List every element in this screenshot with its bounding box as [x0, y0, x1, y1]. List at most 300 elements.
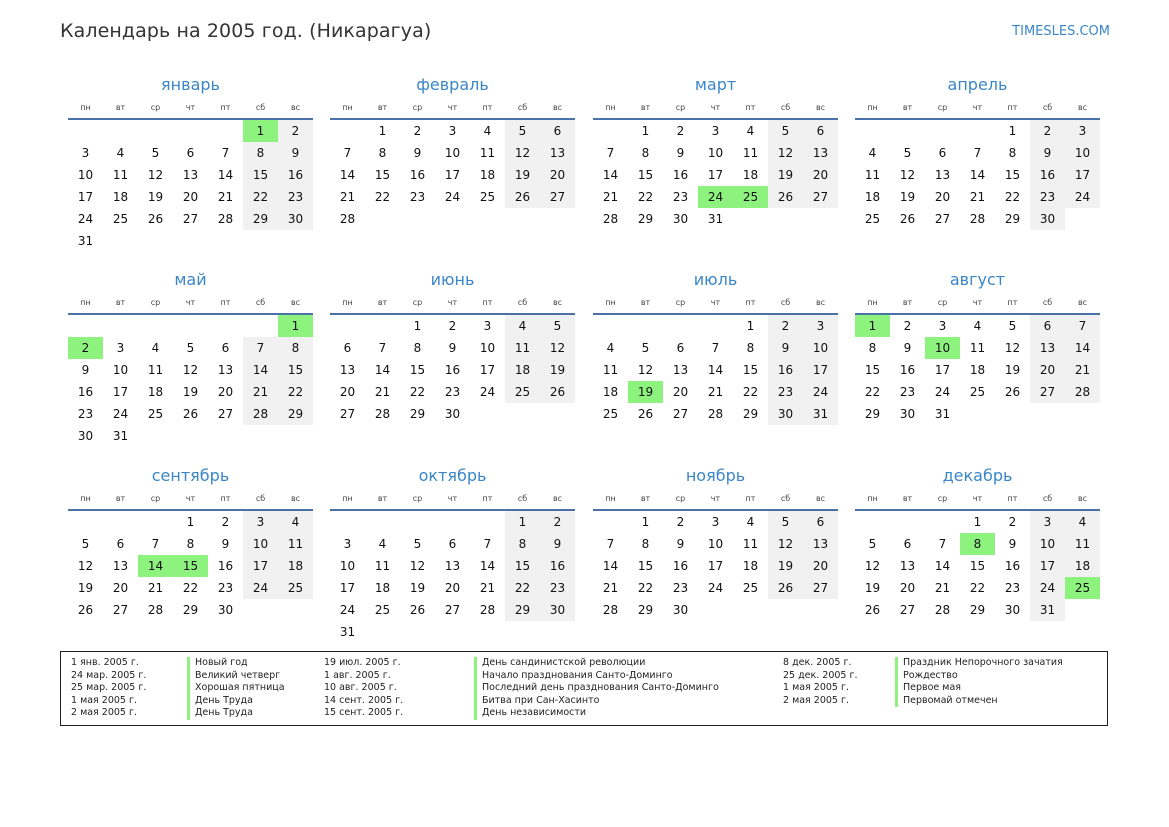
- empty-cell: [890, 511, 925, 533]
- month-name: сентябрь: [151, 466, 230, 485]
- legend-row: [783, 682, 1063, 695]
- day-cell: 31: [934, 407, 951, 421]
- day-cell: 10: [444, 146, 461, 160]
- day-cell: 28: [707, 407, 724, 421]
- month-name: июнь: [430, 270, 475, 289]
- day-cell: 31: [339, 625, 356, 639]
- day-cell: 4: [116, 146, 125, 160]
- empty-cell: [698, 315, 733, 337]
- day-cell: 2: [448, 319, 457, 333]
- legend-row: [324, 707, 719, 720]
- day-cell: 7: [711, 341, 720, 355]
- day-cell: 12: [637, 363, 654, 377]
- day-cell: 23: [444, 385, 461, 399]
- day-cell: 4: [378, 537, 387, 551]
- day-cell: 23: [768, 381, 803, 403]
- day-cell: 29: [182, 603, 199, 617]
- day-cell: 5: [903, 146, 912, 160]
- day-cell: 10: [707, 537, 724, 551]
- holiday-day-cell: 19: [628, 381, 663, 403]
- empty-cell: [365, 315, 400, 337]
- day-cell: 18: [969, 363, 986, 377]
- day-cell: 11: [505, 337, 540, 359]
- month-name: октябрь: [418, 466, 487, 485]
- day-cell: 3: [938, 319, 947, 333]
- day-cell: 29: [278, 403, 313, 425]
- empty-cell: [330, 120, 365, 142]
- day-cell: 22: [969, 581, 986, 595]
- day-cell: 3: [343, 537, 352, 551]
- day-cell: 16: [672, 168, 689, 182]
- month-block: [68, 267, 313, 447]
- day-cell: 25: [742, 581, 759, 595]
- month-name: февраль: [416, 75, 489, 94]
- day-cell: 7: [606, 146, 615, 160]
- day-grid: [593, 315, 838, 425]
- day-cell: 14: [374, 363, 391, 377]
- holiday-date: 24 мар. 2005 г.: [71, 669, 147, 681]
- holiday-day-cell: 25: [1065, 577, 1100, 599]
- weekday-label: сб: [780, 298, 791, 307]
- month-name: март: [694, 75, 737, 94]
- day-cell: 9: [221, 537, 230, 551]
- day-cell: 22: [505, 577, 540, 599]
- empty-cell: [243, 315, 278, 337]
- empty-cell: [365, 511, 400, 533]
- weekday-label: вт: [902, 103, 913, 112]
- day-cell: 23: [1030, 186, 1065, 208]
- day-cell: 30: [540, 599, 575, 621]
- holiday-day-cell: 25: [733, 186, 768, 208]
- weekday-label: чт: [185, 298, 196, 307]
- day-cell: 3: [803, 315, 838, 337]
- day-cell: 24: [479, 385, 496, 399]
- weekday-header: [330, 98, 575, 120]
- weekday-label: сб: [780, 103, 791, 112]
- day-cell: 14: [1065, 337, 1100, 359]
- legend-row: [783, 695, 1063, 708]
- day-cell: 9: [903, 341, 912, 355]
- day-cell: 26: [768, 186, 803, 208]
- day-cell: 5: [768, 120, 803, 142]
- day-cell: 7: [606, 537, 615, 551]
- day-cell: 21: [707, 385, 724, 399]
- legend-row: [71, 695, 285, 708]
- day-cell: 25: [864, 212, 881, 226]
- weekday-label: ср: [675, 494, 686, 503]
- day-cell: 29: [969, 603, 986, 617]
- holiday-name: День независимости: [474, 707, 586, 720]
- day-cell: 13: [899, 559, 916, 573]
- empty-cell: [68, 315, 103, 337]
- day-cell: 27: [803, 577, 838, 599]
- day-cell: 7: [938, 537, 947, 551]
- holiday-date: 1 мая 2005 г.: [783, 682, 849, 694]
- empty-cell: [960, 120, 995, 142]
- day-cell: 27: [339, 407, 356, 421]
- day-cell: 29: [409, 407, 426, 421]
- holiday-date: 1 мая 2005 г.: [71, 694, 137, 706]
- day-cell: 28: [934, 603, 951, 617]
- month-block: [68, 72, 313, 252]
- day-cell: 28: [602, 603, 619, 617]
- day-cell: 28: [969, 212, 986, 226]
- day-cell: 14: [969, 168, 986, 182]
- day-cell: 22: [278, 381, 313, 403]
- day-cell: 15: [1004, 168, 1021, 182]
- day-cell: 17: [479, 363, 496, 377]
- day-cell: 23: [409, 190, 426, 204]
- day-cell: 23: [217, 581, 234, 595]
- weekday-label: сб: [255, 103, 266, 112]
- weekday-label: пт: [482, 494, 493, 503]
- day-cell: 2: [413, 124, 422, 138]
- day-cell: 8: [1008, 146, 1017, 160]
- day-cell: 27: [934, 212, 951, 226]
- day-cell: 23: [77, 407, 94, 421]
- holiday-name: День сандинистской революции: [474, 657, 645, 670]
- weekday-label: ср: [675, 298, 686, 307]
- holiday-date: 15 сент. 2005 г.: [324, 707, 404, 719]
- weekday-label: сб: [255, 298, 266, 307]
- day-cell: 21: [934, 581, 951, 595]
- day-grid: [593, 120, 838, 230]
- month-name: май: [174, 270, 207, 289]
- weekday-label: вт: [377, 494, 388, 503]
- holiday-day-cell: 15: [173, 555, 208, 577]
- day-grid: [330, 120, 575, 230]
- day-cell: 14: [934, 559, 951, 573]
- holiday-date: 25 мар. 2005 г.: [71, 682, 147, 694]
- holiday-date: 2 мая 2005 г.: [783, 694, 849, 706]
- weekday-label: вс: [552, 103, 563, 112]
- day-cell: 22: [374, 190, 391, 204]
- month-name: август: [949, 270, 1006, 289]
- weekday-header: [68, 293, 313, 315]
- day-cell: 13: [182, 168, 199, 182]
- month-name: январь: [161, 75, 220, 94]
- day-cell: 10: [77, 168, 94, 182]
- day-cell: 31: [1030, 599, 1065, 621]
- weekday-label: пт: [482, 103, 493, 112]
- day-cell: 3: [483, 319, 492, 333]
- month-block: [593, 267, 838, 425]
- day-cell: 16: [540, 555, 575, 577]
- legend-column: [324, 657, 719, 720]
- day-cell: 15: [374, 168, 391, 182]
- weekday-label: чт: [972, 103, 983, 112]
- empty-cell: [435, 511, 470, 533]
- day-cell: 31: [112, 429, 129, 443]
- day-cell: 8: [641, 537, 650, 551]
- weekday-label: пн: [605, 103, 616, 112]
- day-cell: 10: [803, 337, 838, 359]
- day-cell: 19: [505, 164, 540, 186]
- day-cell: 25: [374, 603, 391, 617]
- day-cell: 8: [746, 341, 755, 355]
- day-cell: 1: [505, 511, 540, 533]
- day-cell: 2: [1008, 515, 1017, 529]
- day-cell: 20: [182, 190, 199, 204]
- month-block: [68, 463, 313, 621]
- day-cell: 11: [374, 559, 391, 573]
- day-cell: 12: [409, 559, 426, 573]
- holiday-date: 14 сент. 2005 г.: [324, 694, 404, 706]
- day-cell: 12: [147, 168, 164, 182]
- weekday-header: [68, 489, 313, 511]
- day-cell: 26: [899, 212, 916, 226]
- empty-cell: [628, 315, 663, 337]
- weekday-label: пн: [867, 298, 878, 307]
- day-cell: 20: [339, 385, 356, 399]
- empty-cell: [593, 315, 628, 337]
- day-cell: 18: [479, 168, 496, 182]
- day-cell: 26: [864, 603, 881, 617]
- holiday-name: Хорошая пятница: [187, 682, 285, 695]
- day-cell: 11: [1065, 533, 1100, 555]
- empty-cell: [138, 511, 173, 533]
- day-cell: 24: [243, 577, 278, 599]
- day-cell: 19: [77, 581, 94, 595]
- month-block: [855, 267, 1100, 425]
- empty-cell: [208, 315, 243, 337]
- day-cell: 11: [864, 168, 881, 182]
- day-cell: 31: [707, 212, 724, 226]
- day-cell: 15: [742, 363, 759, 377]
- legend-row: [71, 682, 285, 695]
- day-cell: 18: [864, 190, 881, 204]
- day-cell: 9: [676, 537, 685, 551]
- weekday-label: вт: [640, 494, 651, 503]
- holiday-day-cell: 1: [855, 315, 890, 337]
- day-cell: 13: [803, 533, 838, 555]
- day-cell: 29: [742, 407, 759, 421]
- day-cell: 21: [374, 385, 391, 399]
- day-cell: 17: [803, 359, 838, 381]
- legend-row: [71, 707, 285, 720]
- day-cell: 11: [602, 363, 619, 377]
- weekday-label: вс: [290, 298, 301, 307]
- day-cell: 2: [1030, 120, 1065, 142]
- empty-cell: [663, 315, 698, 337]
- day-cell: 1: [973, 515, 982, 529]
- day-cell: 3: [711, 515, 720, 529]
- day-cell: 27: [803, 186, 838, 208]
- day-cell: 8: [641, 146, 650, 160]
- weekday-header: [330, 293, 575, 315]
- weekday-header: [855, 98, 1100, 120]
- day-cell: 5: [868, 537, 877, 551]
- empty-cell: [400, 511, 435, 533]
- day-cell: 24: [77, 212, 94, 226]
- weekday-label: пт: [220, 103, 231, 112]
- day-cell: 5: [1008, 319, 1017, 333]
- weekday-header: [330, 489, 575, 511]
- day-cell: 8: [243, 142, 278, 164]
- day-cell: 19: [147, 190, 164, 204]
- day-cell: 2: [221, 515, 230, 529]
- holiday-date: 8 дек. 2005 г.: [783, 657, 852, 668]
- day-cell: 28: [243, 403, 278, 425]
- empty-cell: [68, 511, 103, 533]
- day-cell: 23: [540, 577, 575, 599]
- site-link[interactable]: TIMESLES.COM: [1012, 24, 1110, 39]
- day-cell: 10: [1065, 142, 1100, 164]
- day-cell: 13: [339, 363, 356, 377]
- day-cell: 18: [742, 168, 759, 182]
- day-cell: 5: [81, 537, 90, 551]
- day-cell: 22: [409, 385, 426, 399]
- weekday-label: ср: [150, 298, 161, 307]
- day-cell: 29: [637, 603, 654, 617]
- day-grid: [855, 120, 1100, 230]
- day-cell: 9: [676, 146, 685, 160]
- day-cell: 30: [217, 603, 234, 617]
- day-cell: 24: [1030, 577, 1065, 599]
- day-cell: 27: [444, 603, 461, 617]
- day-cell: 10: [707, 146, 724, 160]
- day-cell: 1: [641, 124, 650, 138]
- page-title: Календарь на 2005 год. (Никарагуа): [60, 20, 432, 42]
- weekday-label: пн: [342, 298, 353, 307]
- day-cell: 16: [77, 385, 94, 399]
- day-cell: 2: [903, 319, 912, 333]
- day-cell: 7: [1065, 315, 1100, 337]
- day-cell: 14: [243, 359, 278, 381]
- day-cell: 10: [339, 559, 356, 573]
- day-cell: 27: [899, 603, 916, 617]
- day-cell: 9: [278, 142, 313, 164]
- day-cell: 23: [1004, 581, 1021, 595]
- weekday-label: пн: [867, 103, 878, 112]
- empty-cell: [173, 120, 208, 142]
- day-cell: 17: [243, 555, 278, 577]
- day-cell: 24: [707, 581, 724, 595]
- day-cell: 21: [217, 190, 234, 204]
- day-cell: 17: [707, 168, 724, 182]
- day-cell: 22: [864, 385, 881, 399]
- day-cell: 4: [483, 124, 492, 138]
- day-cell: 26: [1004, 385, 1021, 399]
- month-block: [330, 267, 575, 425]
- weekday-label: сб: [1042, 103, 1053, 112]
- holiday-day-cell: 1: [243, 120, 278, 142]
- day-cell: 26: [147, 212, 164, 226]
- empty-cell: [855, 511, 890, 533]
- day-cell: 17: [77, 190, 94, 204]
- holiday-day-cell: 1: [278, 315, 313, 337]
- empty-cell: [103, 511, 138, 533]
- day-cell: 16: [409, 168, 426, 182]
- day-cell: 16: [768, 359, 803, 381]
- weekday-label: вс: [1077, 298, 1088, 307]
- day-cell: 13: [1030, 337, 1065, 359]
- holiday-day-cell: 8: [960, 533, 995, 555]
- legend-column: [71, 657, 285, 720]
- legend-column: [783, 657, 1063, 707]
- day-cell: 6: [186, 146, 195, 160]
- day-cell: 3: [711, 124, 720, 138]
- holiday-name: Начало празднования Санто-Доминго: [474, 670, 673, 683]
- weekday-label: вт: [902, 494, 913, 503]
- weekday-label: ср: [937, 494, 948, 503]
- month-block: [593, 463, 838, 621]
- day-cell: 27: [1030, 381, 1065, 403]
- day-cell: 9: [540, 533, 575, 555]
- day-cell: 11: [112, 168, 129, 182]
- day-cell: 21: [1065, 359, 1100, 381]
- weekday-label: пн: [80, 103, 91, 112]
- weekday-label: вс: [815, 298, 826, 307]
- day-cell: 13: [672, 363, 689, 377]
- day-cell: 28: [479, 603, 496, 617]
- month-name: декабрь: [942, 466, 1013, 485]
- day-cell: 4: [973, 319, 982, 333]
- day-cell: 12: [864, 559, 881, 573]
- day-cell: 6: [540, 120, 575, 142]
- holiday-name: Первомай отмечен: [895, 695, 998, 708]
- day-cell: 30: [77, 429, 94, 443]
- legend-row: [324, 682, 719, 695]
- day-cell: 30: [672, 603, 689, 617]
- weekday-label: пт: [1007, 298, 1018, 307]
- day-cell: 24: [112, 407, 129, 421]
- legend-row: [783, 670, 1063, 683]
- day-cell: 3: [1030, 511, 1065, 533]
- holiday-name: День Труда: [187, 707, 253, 720]
- day-cell: 15: [864, 363, 881, 377]
- weekday-label: сб: [780, 494, 791, 503]
- day-cell: 2: [278, 120, 313, 142]
- weekday-label: вт: [115, 103, 126, 112]
- day-cell: 17: [707, 559, 724, 573]
- day-cell: 28: [147, 603, 164, 617]
- day-cell: 22: [637, 190, 654, 204]
- day-cell: 18: [1065, 555, 1100, 577]
- weekday-label: пт: [482, 298, 493, 307]
- day-cell: 8: [278, 337, 313, 359]
- day-cell: 26: [505, 186, 540, 208]
- weekday-label: вт: [902, 298, 913, 307]
- day-cell: 1: [186, 515, 195, 529]
- day-cell: 11: [278, 533, 313, 555]
- holiday-day-cell: 2: [68, 337, 103, 359]
- day-cell: 4: [606, 341, 615, 355]
- weekday-label: пт: [1007, 494, 1018, 503]
- day-cell: 11: [147, 363, 164, 377]
- day-cell: 22: [637, 581, 654, 595]
- day-cell: 5: [768, 511, 803, 533]
- weekday-label: ср: [675, 103, 686, 112]
- day-cell: 18: [742, 559, 759, 573]
- holiday-day-cell: 24: [698, 186, 733, 208]
- empty-cell: [138, 120, 173, 142]
- day-cell: 21: [479, 581, 496, 595]
- month-block: [855, 72, 1100, 230]
- day-cell: 30: [1030, 208, 1065, 230]
- day-grid: [593, 511, 838, 621]
- day-cell: 30: [444, 407, 461, 421]
- holiday-date: 1 янв. 2005 г.: [71, 657, 139, 668]
- day-cell: 16: [1004, 559, 1021, 573]
- month-name: ноябрь: [685, 466, 746, 485]
- day-cell: 26: [409, 603, 426, 617]
- day-cell: 6: [803, 120, 838, 142]
- empty-cell: [470, 511, 505, 533]
- day-cell: 26: [540, 381, 575, 403]
- day-cell: 18: [374, 581, 391, 595]
- day-cell: 7: [221, 146, 230, 160]
